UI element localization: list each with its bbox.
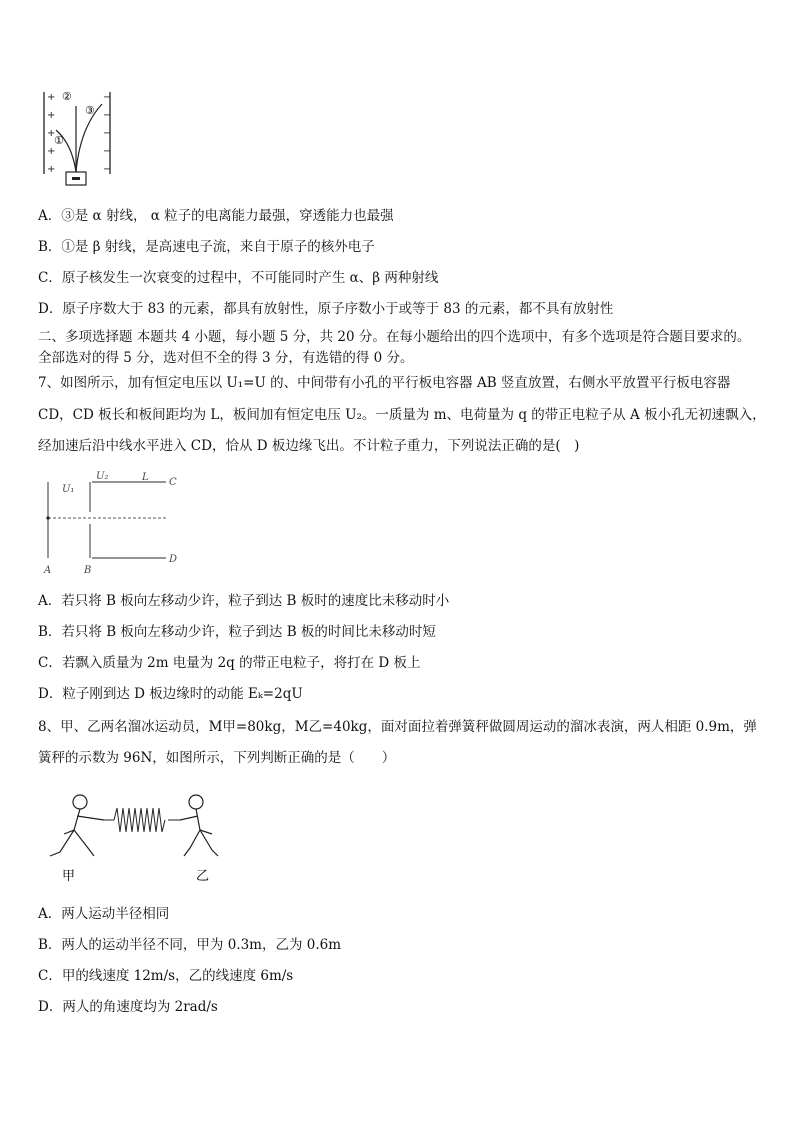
skater-left-label: 甲 [62,869,76,884]
q8-option-b: B．两人的运动半径不同，甲为 0.3m，乙为 0.6m [38,937,342,953]
q8-option-c: C．甲的线速度 12m/s，乙的线速度 6m/s [38,968,294,984]
q6-option-d: D．原子序数大于 83 的元素，都具有放射性，原子序数小于或等于 83 的元素，都不具有放射性 [38,301,614,317]
q8-option-d: D．两人的角速度均为 2rad/s [38,999,218,1015]
q6-option-c: C．原子核发生一次衰变的过程中，不可能同时产生 α、β 两种射线 [38,270,439,286]
skater-left [50,795,104,856]
beam-1-label: ① [54,134,64,147]
beam-2-label: ② [62,90,72,103]
svg-text:−: − [103,146,112,157]
capacitor-figure [38,470,198,578]
label-u2: U₂ [96,471,109,482]
label-d: D [169,554,178,565]
q7-option-c: C．若飘入质量为 2m 电量为 2q 的带正电粒子，将打在 D 板上 [38,655,421,671]
q7-stem-line2: CD，CD 板长和板间距均为 L，板间加有恒定电压 U₂。一质量为 m、电荷量为 q 的带正电粒子从 A 板小孔无初速飘入， [38,407,766,423]
radiation-deflection-figure [38,86,118,192]
q6-option-a: A．③是 α 射线， α 粒子的电离能力最强，穿透能力也最强 [38,208,394,224]
q6-option-b: B．①是 β 射线，是高速电子流，来自于原子的核外电子 [38,239,375,255]
q8-stem-line2: 簧秤的示数为 96N，如图所示，下列判断正确的是（ ） [38,750,396,766]
beam-3-label: ③ [85,104,95,117]
svg-text:+: + [47,110,56,121]
section2-heading-line1: 二、多项选择题 本题共 4 小题，每小题 5 分，共 20 分。在每小题给出的四个选项中，有多个选项是符合题目要求的。 [38,329,751,345]
q7-option-b: B．若只将 B 板向左移动少许，粒子到达 B 板的时间比未移动时短 [38,624,436,640]
svg-text:−: − [103,164,112,175]
skater-right [180,795,218,856]
svg-text:+: + [47,146,56,157]
svg-text:+: + [47,164,56,175]
skater-right-label: 乙 [196,869,210,884]
label-c: C [169,477,177,488]
q7-option-a: A．若只将 B 板向左移动少许，粒子到达 B 板时的速度比未移动时小 [38,593,450,609]
q8-stem-line1: 8、甲、乙两名溜冰运动员，M甲=80kg，M乙=40kg，面对面拉着弹簧秤做圆周运动的溜冰表演，两人相距 0.9m，弹 [38,719,757,735]
svg-text:−: − [103,128,112,139]
label-a: A [44,565,52,576]
q7-stem-line1: 7、如图所示，加有恒定电压以 U₁=U 的、中间带有小孔的平行板电容器 AB 竖直放置，右侧水平放置平行板电容器 [38,375,731,391]
q7-option-d: D．粒子刚到达 D 板边缘时的动能 Eₖ=2qU [38,686,303,702]
section2-heading-line2: 全部选对的得 5 分，选对但不全的得 3 分，有选错的得 0 分。 [38,350,414,366]
svg-text:−: − [103,92,112,103]
label-u1: U₁ [62,484,75,495]
skaters-figure [44,790,234,886]
svg-text:+: + [47,92,56,103]
q7-stem-line3: 经加速后沿中线水平进入 CD，恰从 D 板边缘飞出。不计粒子重力，下列说法正确的是( ) [38,438,580,454]
q8-option-a: A．两人运动半径相同 [38,906,170,922]
label-b: B [84,565,92,576]
label-l: L [142,472,149,483]
spring-scale [104,808,180,832]
svg-text:+: + [47,128,56,139]
svg-text:−: − [103,110,112,121]
